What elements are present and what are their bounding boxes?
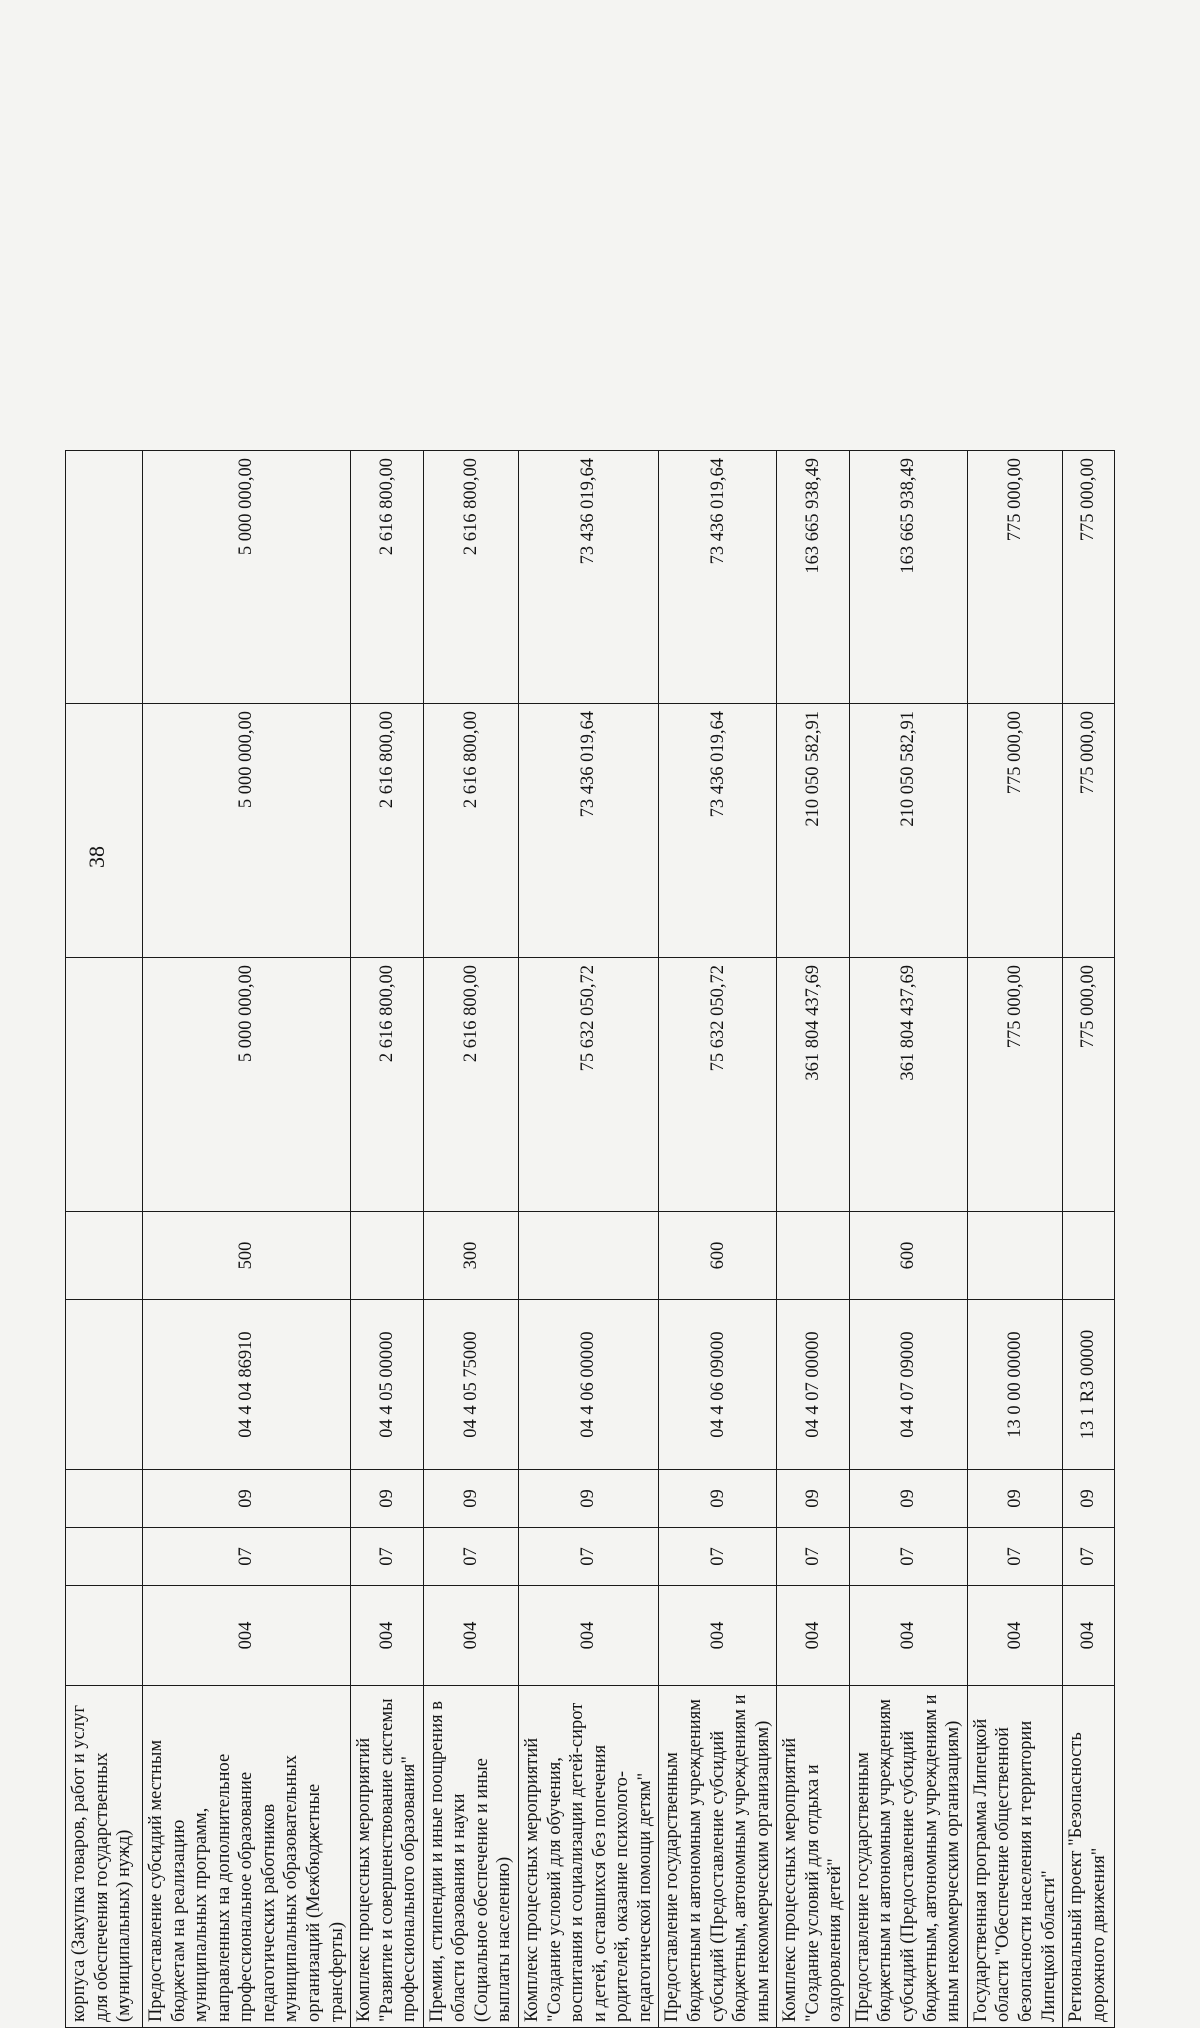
budget-table xyxy=(65,450,1115,2028)
amount-year-1-cell: 75 632 050,72 xyxy=(519,958,659,1212)
amount-year-3-cell: 775 000,00 xyxy=(967,451,1062,704)
amount-year-1-cell: 775 000,00 xyxy=(1063,958,1115,1212)
target-article-code-cell: 04 4 04 86910 xyxy=(143,1300,351,1470)
expense-type-code-cell xyxy=(351,1212,424,1300)
amount-year-1-cell: 361 804 437,69 xyxy=(777,958,850,1212)
amount-year-1-cell xyxy=(66,958,143,1212)
row-name-cell: Предоставление государственным бюджетным и автономным учреждениям субсидий (Предоставление субсидий бюджетным, автономным учреждениям и иным некоммерческим организациям) xyxy=(659,1686,777,2028)
amount-year-3-cell: 163 665 938,49 xyxy=(849,451,967,704)
amount-year-3-cell: 775 000,00 xyxy=(1063,451,1115,704)
amount-year-1-cell: 5 000 000,00 xyxy=(143,958,351,1212)
amount-year-1-cell: 2 616 800,00 xyxy=(423,958,518,1212)
amount-year-3-cell: 5 000 000,00 xyxy=(143,451,351,704)
expense-type-code-cell xyxy=(777,1212,850,1300)
section-code-cell: 07 xyxy=(849,1528,967,1586)
section-code-cell: 07 xyxy=(143,1528,351,1586)
amount-year-3-cell: 2 616 800,00 xyxy=(351,451,424,704)
main-admin-code-cell: 004 xyxy=(777,1586,850,1686)
subsection-code-cell: 09 xyxy=(351,1470,424,1528)
subsection-code-cell: 09 xyxy=(519,1470,659,1528)
amount-year-3-cell: 73 436 019,64 xyxy=(659,451,777,704)
amount-year-3-cell: 2 616 800,00 xyxy=(423,451,518,704)
section-code-cell: 07 xyxy=(519,1528,659,1586)
section-code-cell xyxy=(66,1528,143,1586)
expense-type-code-cell: 500 xyxy=(143,1212,351,1300)
expense-type-code-cell: 300 xyxy=(423,1212,518,1300)
table-row xyxy=(519,451,659,2028)
table-row xyxy=(1063,451,1115,2028)
expense-type-code-cell xyxy=(967,1212,1062,1300)
subsection-code-cell: 09 xyxy=(423,1470,518,1528)
amount-year-2-cell: 73 436 019,64 xyxy=(659,704,777,958)
expense-type-code-cell xyxy=(66,1212,143,1300)
row-name-cell: Региональный проект "Безопасность дорожного движения" xyxy=(1063,1686,1115,2028)
amount-year-1-cell: 361 804 437,69 xyxy=(849,958,967,1212)
subsection-code-cell: 09 xyxy=(849,1470,967,1528)
target-article-code-cell: 04 4 07 09000 xyxy=(849,1300,967,1470)
main-admin-code-cell: 004 xyxy=(519,1586,659,1686)
amount-year-2-cell: 2 616 800,00 xyxy=(423,704,518,958)
main-admin-code-cell: 004 xyxy=(351,1586,424,1686)
expense-type-code-cell xyxy=(519,1212,659,1300)
amount-year-2-cell: 5 000 000,00 xyxy=(143,704,351,958)
subsection-code-cell: 09 xyxy=(967,1470,1062,1528)
row-name-cell: корпуса (Закупка товаров, работ и услуг для обеспечения государственных (муниципальных) нужд) xyxy=(66,1686,143,2028)
section-code-cell: 07 xyxy=(659,1528,777,1586)
page-number: 38 xyxy=(84,846,109,868)
amount-year-1-cell: 2 616 800,00 xyxy=(351,958,424,1212)
amount-year-3-cell xyxy=(66,451,143,704)
table-row xyxy=(777,451,850,2028)
target-article-code-cell: 04 4 05 75000 xyxy=(423,1300,518,1470)
table-row xyxy=(659,451,777,2028)
amount-year-2-cell xyxy=(66,704,143,958)
subsection-code-cell: 09 xyxy=(659,1470,777,1528)
target-article-code-cell: 04 4 05 00000 xyxy=(351,1300,424,1470)
amount-year-3-cell: 163 665 938,49 xyxy=(777,451,850,704)
table-row xyxy=(423,451,518,2028)
subsection-code-cell: 09 xyxy=(143,1470,351,1528)
table-row xyxy=(351,451,424,2028)
section-code-cell: 07 xyxy=(967,1528,1062,1586)
main-admin-code-cell: 004 xyxy=(1063,1586,1115,1686)
amount-year-2-cell: 210 050 582,91 xyxy=(777,704,850,958)
row-name-cell: Комплекс процессных мероприятий "Создание условий для обучения, воспитания и социализации детей-сирот и детей, оставшихся без попечения родителей, оказание психолого-педагогической помощи детям" xyxy=(519,1686,659,2028)
budget-table-body xyxy=(66,451,1115,2028)
target-article-code-cell: 13 1 R3 00000 xyxy=(1063,1300,1115,1470)
table-row xyxy=(143,451,351,2028)
target-article-code-cell: 04 4 07 00000 xyxy=(777,1300,850,1470)
section-code-cell: 07 xyxy=(423,1528,518,1586)
amount-year-2-cell: 210 050 582,91 xyxy=(849,704,967,958)
row-name-cell: Премии, стипендии и иные поощрения в области образования и науки (Социальное обеспечение и иные выплаты населению) xyxy=(423,1686,518,2028)
amount-year-1-cell: 75 632 050,72 xyxy=(659,958,777,1212)
row-name-cell: Государственная программа Липецкой области "Обеспечение общественной безопасности населения и территории Липецкой области" xyxy=(967,1686,1062,2028)
section-code-cell: 07 xyxy=(351,1528,424,1586)
section-code-cell: 07 xyxy=(777,1528,850,1586)
target-article-code-cell: 04 4 06 00000 xyxy=(519,1300,659,1470)
table-row xyxy=(66,451,143,2028)
row-name-cell: Комплекс процессных мероприятий "Развитие и совершенствование системы профессионального образования" xyxy=(351,1686,424,2028)
expense-type-code-cell: 600 xyxy=(659,1212,777,1300)
row-name-cell: Предоставление государственным бюджетным и автономным учреждениям субсидий (Предоставление субсидий бюджетным, автономным учреждениям и иным некоммерческим организациям) xyxy=(849,1686,967,2028)
main-admin-code-cell: 004 xyxy=(967,1586,1062,1686)
main-admin-code-cell xyxy=(66,1586,143,1686)
target-article-code-cell xyxy=(66,1300,143,1470)
amount-year-2-cell: 775 000,00 xyxy=(1063,704,1115,958)
main-admin-code-cell: 004 xyxy=(849,1586,967,1686)
table-row xyxy=(967,451,1062,2028)
subsection-code-cell: 09 xyxy=(1063,1470,1115,1528)
amount-year-1-cell: 775 000,00 xyxy=(967,958,1062,1212)
budget-table-rotated xyxy=(65,451,1109,2028)
expense-type-code-cell xyxy=(1063,1212,1115,1300)
subsection-code-cell: 09 xyxy=(777,1470,850,1528)
section-code-cell: 07 xyxy=(1063,1528,1115,1586)
main-admin-code-cell: 004 xyxy=(423,1586,518,1686)
amount-year-3-cell: 73 436 019,64 xyxy=(519,451,659,704)
subsection-code-cell xyxy=(66,1470,143,1528)
main-admin-code-cell: 004 xyxy=(143,1586,351,1686)
amount-year-2-cell: 2 616 800,00 xyxy=(351,704,424,958)
row-name-cell: Комплекс процессных мероприятий "Создание условий для отдыха и оздоровления детей" xyxy=(777,1686,850,2028)
expense-type-code-cell: 600 xyxy=(849,1212,967,1300)
amount-year-2-cell: 73 436 019,64 xyxy=(519,704,659,958)
table-row xyxy=(849,451,967,2028)
row-name-cell: Предоставление субсидий местным бюджетам на реализацию муниципальных программ, направленных на дополнительное профессиональное образование педагогических работников муниципальных образовательных организаций (Межбюджетные трансферты) xyxy=(143,1686,351,2028)
target-article-code-cell: 04 4 06 09000 xyxy=(659,1300,777,1470)
target-article-code-cell: 13 0 00 00000 xyxy=(967,1300,1062,1470)
main-admin-code-cell: 004 xyxy=(659,1586,777,1686)
amount-year-2-cell: 775 000,00 xyxy=(967,704,1062,958)
